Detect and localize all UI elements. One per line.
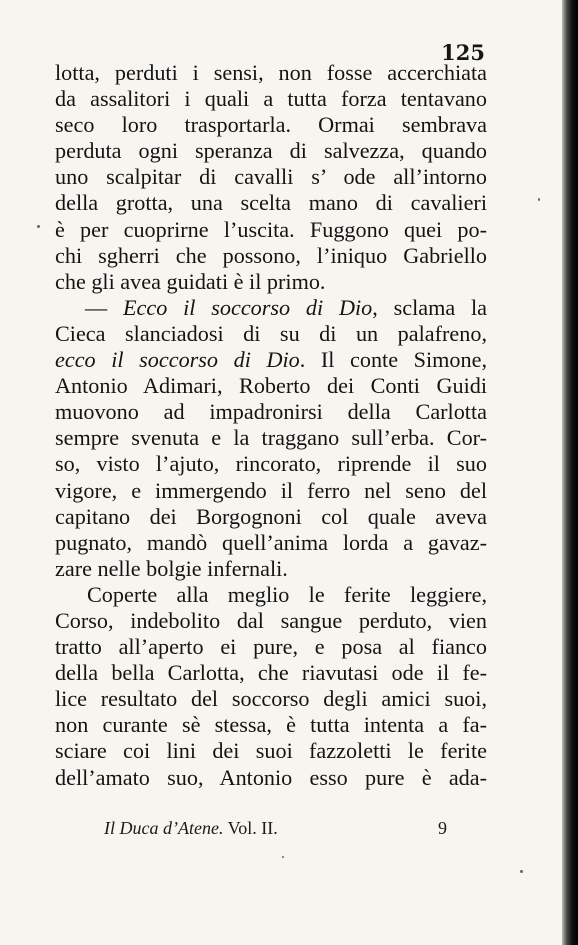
text-line [55,712,487,738]
text-line [55,347,487,373]
footer-book-title: Il Duca d’Atene. [104,818,224,838]
text-line [55,478,487,504]
text-line [55,112,487,138]
text-line [55,86,487,112]
text-line [55,138,487,164]
text-line [55,451,487,477]
line-text: Coperte alla meglio le ferite leggiere, [87,581,487,607]
line-text: — [85,294,123,320]
text-line [55,530,487,556]
body-text [55,60,487,791]
footer-volume: Vol. II. [223,818,278,838]
text-line [55,504,487,530]
line-text: della bella Carlotta, che riavutasi ode il fe- [55,660,487,686]
line-text: sciare coi lini dei suoi fazzoletti le ferite [55,738,487,764]
line-text: uno scalpitar di cavalli s’ ode all’intorno [55,164,487,190]
text-line [55,217,487,243]
line-text: chi sgherri che possono, l’iniquo Gabriello [55,242,487,268]
text-line [55,582,487,608]
page-edge-shadow [562,0,578,945]
line-text: so, visto l’ajuto, rincorato, riprende il suo [55,451,487,477]
text-line [55,425,487,451]
line-text: . Il conte Simone, [299,347,487,373]
line-text: è per cuoprirne l’uscita. Fuggono quei po- [55,216,487,242]
line-text: che gli avea guidati è il primo. [55,268,326,294]
italic-text: Ecco il soccorso di Dio [122,294,373,320]
line-text: , sclama la [372,294,487,320]
text-line [55,660,487,686]
line-text: dell’amato suo, Antonio esso pure è ada- [55,764,487,790]
line-text: capitano dei Borgognoni col quale aveva [55,503,487,529]
line-text: Antonio Adimari, Roberto dei Conti Guidi [55,373,487,399]
line-text: sempre svenuta e la traggano sull’erba. Cor- [55,425,487,451]
text-line [55,295,487,321]
line-text: non curante sè stessa, è tutta intenta a fa- [55,712,487,738]
line-text: tratto all’aperto ei pure, e posa al fianco [55,634,487,660]
text-line [55,164,487,190]
line-text: lotta, perduti i sensi, non fosse accerchiata [55,60,487,85]
line-text: Cieca slanciadosi di su di un palafreno, [55,320,487,346]
line-text: Corso, indebolito dal sangue perduto, vien [55,607,487,633]
line-text: da assalitori i quali a tutta forza tentavano [55,86,487,112]
text-line [55,738,487,764]
text-line [55,399,487,425]
page-number: 125 [441,40,485,65]
line-text: vigore, e immergendo il ferro nel seno del [55,477,487,503]
line-text: muovono ad impadronirsi della Carlotta [55,399,487,425]
text-line [55,634,487,660]
line-text: zare nelle bolgie infernali. [55,555,288,581]
text-line [55,556,487,582]
scan-speck [37,225,40,228]
signature-mark: 9 [438,818,447,838]
scan-speck [282,856,284,858]
text-line [55,373,487,399]
scan-speck [520,870,523,873]
italic-text: ecco il soccorso di Dio [55,347,300,373]
text-line [55,686,487,712]
text-line [55,190,487,216]
line-text: perduta ogni speranza di salvezza, quando [55,138,487,164]
line-text: lice resultato del soccorso degli amici suoi, [55,686,487,712]
line-text: seco loro trasportarla. Ormai sembrava [55,112,487,138]
line-text: pugnato, mandò quell’anima lorda a gavaz- [55,529,487,555]
running-footer [104,818,278,839]
text-line [55,269,487,295]
text-line [55,765,487,791]
scan-speck [538,198,540,201]
text-line [55,608,487,634]
text-line [55,321,487,347]
text-line [55,243,487,269]
line-text: della grotta, una scelta mano di cavalieri [55,190,487,216]
text-line [55,60,487,86]
